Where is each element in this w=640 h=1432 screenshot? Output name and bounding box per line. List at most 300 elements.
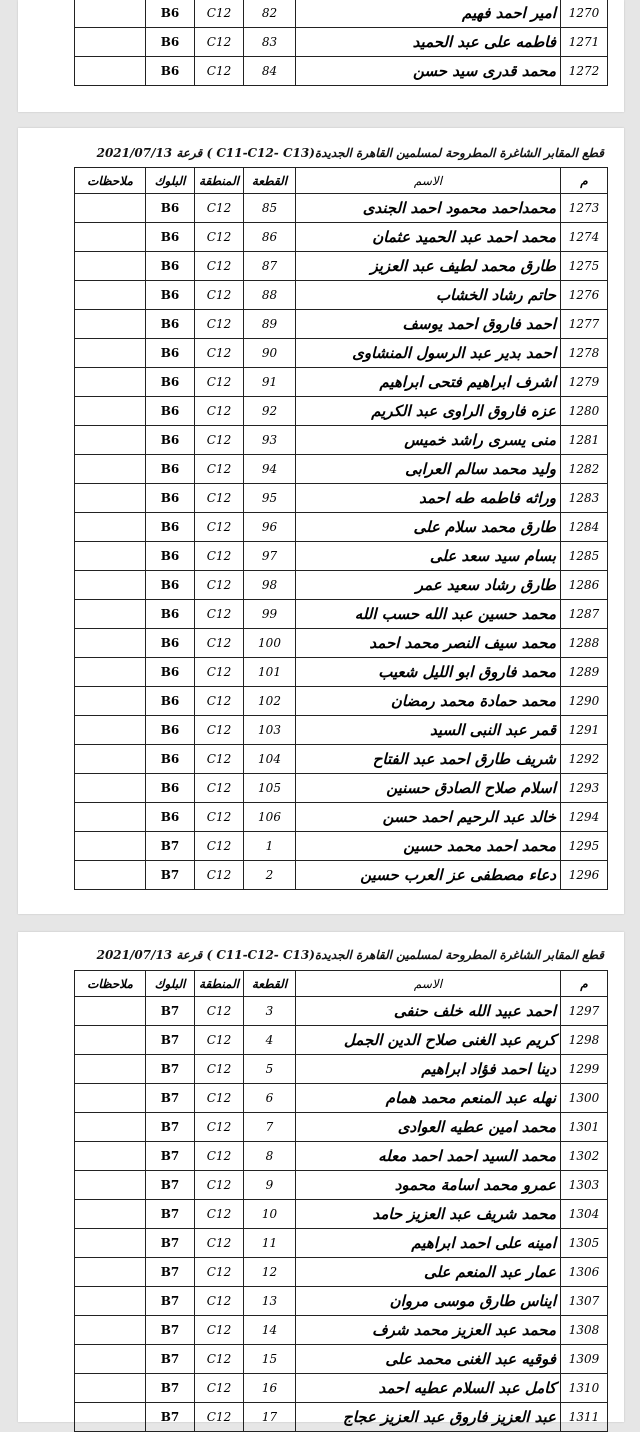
row-notes — [75, 542, 146, 571]
table-row — [75, 513, 608, 542]
table-row — [75, 745, 608, 774]
row-area: C12 — [195, 57, 244, 86]
row-plot: 89 — [244, 310, 296, 339]
table-row — [75, 571, 608, 600]
row-plot: 13 — [244, 1287, 296, 1316]
row-area: C12 — [195, 1026, 244, 1055]
row-number: 1291 — [561, 716, 608, 745]
table-row — [75, 455, 608, 484]
table-row — [75, 861, 608, 890]
row-block: B6 — [146, 28, 195, 57]
row-block: B6 — [146, 194, 195, 223]
row-area: C12 — [195, 542, 244, 571]
table-header-row — [75, 168, 608, 194]
table-row — [75, 28, 608, 57]
row-area: C12 — [195, 368, 244, 397]
table-row — [75, 1258, 608, 1287]
row-number: 1295 — [561, 832, 608, 861]
row-number: 1274 — [561, 223, 608, 252]
row-name: محمداحمد محمود احمد الجندى — [296, 194, 561, 223]
row-area: C12 — [195, 997, 244, 1026]
row-area: C12 — [195, 281, 244, 310]
row-notes — [75, 1142, 146, 1171]
row-area: C12 — [195, 1084, 244, 1113]
row-block: B6 — [146, 484, 195, 513]
table-row — [75, 832, 608, 861]
row-number: 1270 — [561, 0, 608, 28]
row-number: 1275 — [561, 252, 608, 281]
row-plot: 17 — [244, 1403, 296, 1432]
row-notes — [75, 1200, 146, 1229]
row-name: محمد احمد عبد الحميد عثمان — [296, 223, 561, 252]
row-name: طارق رشاد سعيد عمر — [296, 571, 561, 600]
row-block: B7 — [146, 1316, 195, 1345]
row-plot: 14 — [244, 1316, 296, 1345]
row-number: 1306 — [561, 1258, 608, 1287]
row-block: B6 — [146, 426, 195, 455]
row-plot: 105 — [244, 774, 296, 803]
table-row — [75, 1113, 608, 1142]
row-block: B6 — [146, 310, 195, 339]
header-name: الاسم — [296, 971, 561, 997]
row-name: عمرو محمد اسامة محمود — [296, 1171, 561, 1200]
row-name: احمد عبيد الله خلف حنفى — [296, 997, 561, 1026]
row-block: B6 — [146, 774, 195, 803]
row-area: C12 — [195, 861, 244, 890]
row-plot: 83 — [244, 28, 296, 57]
table-row — [75, 281, 608, 310]
row-notes — [75, 1316, 146, 1345]
row-plot: 98 — [244, 571, 296, 600]
row-plot: 8 — [244, 1142, 296, 1171]
row-name: محمد قدرى سيد حسن — [296, 57, 561, 86]
row-notes — [75, 368, 146, 397]
table-row — [75, 542, 608, 571]
row-notes — [75, 861, 146, 890]
row-name: وراثه فاطمه طه احمد — [296, 484, 561, 513]
row-notes — [75, 0, 146, 28]
row-area: C12 — [195, 629, 244, 658]
row-number: 1307 — [561, 1287, 608, 1316]
document-page-1 — [18, 0, 624, 112]
row-area: C12 — [195, 774, 244, 803]
row-plot: 15 — [244, 1345, 296, 1374]
table-row — [75, 223, 608, 252]
row-plot: 92 — [244, 397, 296, 426]
row-number: 1283 — [561, 484, 608, 513]
table-row — [75, 629, 608, 658]
row-area: C12 — [195, 832, 244, 861]
row-notes — [75, 28, 146, 57]
header-block: البلوك — [146, 971, 195, 997]
row-notes — [75, 997, 146, 1026]
page-caption: قطع المقابر الشاغرة المطروحة لمسلمين القاهرة الجديدة(C11-C12- C13 ) قرعة 2021/07/13 — [96, 146, 604, 160]
row-area: C12 — [195, 803, 244, 832]
row-name: فوقيه عبد الغنى محمد على — [296, 1345, 561, 1374]
row-area: C12 — [195, 455, 244, 484]
table-row — [75, 484, 608, 513]
table-row — [75, 1403, 608, 1432]
row-name: وليد محمد سالم العرابى — [296, 455, 561, 484]
table-row — [75, 426, 608, 455]
row-number: 1302 — [561, 1142, 608, 1171]
row-notes — [75, 1026, 146, 1055]
document-page-2 — [18, 128, 624, 914]
table-row — [75, 1200, 608, 1229]
row-notes — [75, 687, 146, 716]
row-area: C12 — [195, 687, 244, 716]
table-row — [75, 1026, 608, 1055]
row-number: 1308 — [561, 1316, 608, 1345]
row-area: C12 — [195, 716, 244, 745]
row-plot: 90 — [244, 339, 296, 368]
row-number: 1311 — [561, 1403, 608, 1432]
row-block: B7 — [146, 1374, 195, 1403]
row-name: عبد العزيز فاروق عبد العزيز عجاج — [296, 1403, 561, 1432]
row-number: 1300 — [561, 1084, 608, 1113]
row-notes — [75, 1403, 146, 1432]
row-name: عمار عبد المنعم على — [296, 1258, 561, 1287]
row-notes — [75, 1113, 146, 1142]
header-name: الاسم — [296, 168, 561, 194]
table-row — [75, 0, 608, 28]
row-notes — [75, 1171, 146, 1200]
row-plot: 1 — [244, 832, 296, 861]
row-block: B6 — [146, 687, 195, 716]
header-area: المنطقة — [195, 971, 244, 997]
row-block: B6 — [146, 658, 195, 687]
row-plot: 82 — [244, 0, 296, 28]
row-number: 1296 — [561, 861, 608, 890]
row-number: 1277 — [561, 310, 608, 339]
row-name: محمد امين عطيه العوادى — [296, 1113, 561, 1142]
row-plot: 97 — [244, 542, 296, 571]
row-name: دينا احمد فؤاد ابراهيم — [296, 1055, 561, 1084]
row-plot: 16 — [244, 1374, 296, 1403]
row-name: ايناس طارق موسى مروان — [296, 1287, 561, 1316]
row-area: C12 — [195, 484, 244, 513]
header-notes: ملاحظات — [75, 168, 146, 194]
row-notes — [75, 1055, 146, 1084]
row-block: B6 — [146, 0, 195, 28]
row-block: B7 — [146, 1345, 195, 1374]
table-row — [75, 57, 608, 86]
row-block: B6 — [146, 745, 195, 774]
row-area: C12 — [195, 1287, 244, 1316]
row-notes — [75, 223, 146, 252]
row-notes — [75, 397, 146, 426]
row-notes — [75, 1084, 146, 1113]
row-notes — [75, 600, 146, 629]
row-area: C12 — [195, 1200, 244, 1229]
row-block: B6 — [146, 57, 195, 86]
row-name: دعاء مصطفى عز العرب حسين — [296, 861, 561, 890]
table-row — [75, 1316, 608, 1345]
row-number: 1293 — [561, 774, 608, 803]
row-area: C12 — [195, 194, 244, 223]
row-block: B7 — [146, 1171, 195, 1200]
row-block: B6 — [146, 542, 195, 571]
row-number: 1297 — [561, 997, 608, 1026]
row-block: B7 — [146, 1200, 195, 1229]
table-row — [75, 310, 608, 339]
row-plot: 85 — [244, 194, 296, 223]
table-row — [75, 1287, 608, 1316]
table-row — [75, 397, 608, 426]
row-notes — [75, 426, 146, 455]
row-block: B7 — [146, 1113, 195, 1142]
row-notes — [75, 745, 146, 774]
header-plot: القطعة — [244, 971, 296, 997]
row-plot: 86 — [244, 223, 296, 252]
row-plot: 100 — [244, 629, 296, 658]
row-plot: 99 — [244, 600, 296, 629]
row-notes — [75, 310, 146, 339]
row-plot: 95 — [244, 484, 296, 513]
header-area: المنطقة — [195, 168, 244, 194]
document-page-3 — [18, 932, 624, 1426]
row-block: B7 — [146, 1142, 195, 1171]
row-name: امينه على احمد ابراهيم — [296, 1229, 561, 1258]
row-notes — [75, 194, 146, 223]
row-block: B7 — [146, 1229, 195, 1258]
row-plot: 88 — [244, 281, 296, 310]
row-name: اسلام صلاح الصادق حسنين — [296, 774, 561, 803]
row-number: 1279 — [561, 368, 608, 397]
row-plot: 6 — [244, 1084, 296, 1113]
row-name: احمد بدير عبد الرسول المنشاوى — [296, 339, 561, 368]
row-plot: 4 — [244, 1026, 296, 1055]
row-number: 1305 — [561, 1229, 608, 1258]
row-block: B6 — [146, 600, 195, 629]
row-notes — [75, 832, 146, 861]
row-plot: 104 — [244, 745, 296, 774]
row-name: فاطمه على عبد الحميد — [296, 28, 561, 57]
row-name: محمد حمادة محمد رمضان — [296, 687, 561, 716]
table-row — [75, 997, 608, 1026]
row-block: B6 — [146, 368, 195, 397]
row-plot: 3 — [244, 997, 296, 1026]
row-block: B7 — [146, 832, 195, 861]
row-name: عزه فاروق الراوى عبد الكريم — [296, 397, 561, 426]
row-number: 1284 — [561, 513, 608, 542]
row-plot: 96 — [244, 513, 296, 542]
burial-plots-table-1 — [74, 0, 608, 86]
row-block: B7 — [146, 1026, 195, 1055]
table-row — [75, 774, 608, 803]
row-notes — [75, 281, 146, 310]
row-number: 1294 — [561, 803, 608, 832]
table-row — [75, 716, 608, 745]
row-area: C12 — [195, 339, 244, 368]
row-block: B6 — [146, 252, 195, 281]
row-name: محمد شريف عبد العزيز حامد — [296, 1200, 561, 1229]
row-number: 1299 — [561, 1055, 608, 1084]
table-row — [75, 1084, 608, 1113]
table-row — [75, 1171, 608, 1200]
row-plot: 106 — [244, 803, 296, 832]
row-number: 1286 — [561, 571, 608, 600]
row-area: C12 — [195, 310, 244, 339]
row-area: C12 — [195, 513, 244, 542]
header-num: م — [561, 971, 608, 997]
row-name: امير احمد فهيم — [296, 0, 561, 28]
row-number: 1281 — [561, 426, 608, 455]
row-plot: 9 — [244, 1171, 296, 1200]
row-notes — [75, 803, 146, 832]
row-name: محمد حسين عبد الله حسب الله — [296, 600, 561, 629]
header-block: البلوك — [146, 168, 195, 194]
row-block: B6 — [146, 716, 195, 745]
row-plot: 93 — [244, 426, 296, 455]
row-block: B6 — [146, 513, 195, 542]
row-notes — [75, 339, 146, 368]
row-name: حاتم رشاد الخشاب — [296, 281, 561, 310]
row-notes — [75, 1374, 146, 1403]
row-block: B7 — [146, 861, 195, 890]
row-notes — [75, 774, 146, 803]
row-plot: 11 — [244, 1229, 296, 1258]
table-row — [75, 687, 608, 716]
row-name: محمد فاروق ابو الليل شعيب — [296, 658, 561, 687]
row-number: 1304 — [561, 1200, 608, 1229]
row-name: شريف طارق احمد عبد الفتاح — [296, 745, 561, 774]
row-plot: 102 — [244, 687, 296, 716]
row-block: B7 — [146, 1084, 195, 1113]
row-plot: 94 — [244, 455, 296, 484]
row-number: 1271 — [561, 28, 608, 57]
table-row — [75, 339, 608, 368]
row-notes — [75, 57, 146, 86]
row-name: بسام سيد سعد على — [296, 542, 561, 571]
row-area: C12 — [195, 1171, 244, 1200]
table-row — [75, 658, 608, 687]
row-name: محمد احمد محمد حسين — [296, 832, 561, 861]
row-notes — [75, 1229, 146, 1258]
row-number: 1301 — [561, 1113, 608, 1142]
row-notes — [75, 484, 146, 513]
row-name: خالد عبد الرحيم احمد حسن — [296, 803, 561, 832]
table-row — [75, 368, 608, 397]
row-area: C12 — [195, 397, 244, 426]
table-header-row — [75, 971, 608, 997]
row-area: C12 — [195, 1345, 244, 1374]
page-caption: قطع المقابر الشاغرة المطروحة لمسلمين القاهرة الجديدة(C11-C12- C13 ) قرعة 2021/07/13 — [96, 948, 604, 962]
row-area: C12 — [195, 600, 244, 629]
table-row — [75, 1229, 608, 1258]
table-row — [75, 600, 608, 629]
burial-plots-table-2 — [74, 167, 608, 890]
row-plot: 2 — [244, 861, 296, 890]
row-plot: 101 — [244, 658, 296, 687]
row-number: 1289 — [561, 658, 608, 687]
row-notes — [75, 571, 146, 600]
row-plot: 7 — [244, 1113, 296, 1142]
row-number: 1278 — [561, 339, 608, 368]
row-area: C12 — [195, 658, 244, 687]
row-area: C12 — [195, 571, 244, 600]
table-row — [75, 803, 608, 832]
row-plot: 12 — [244, 1258, 296, 1287]
row-block: B7 — [146, 1287, 195, 1316]
row-notes — [75, 1258, 146, 1287]
row-plot: 84 — [244, 57, 296, 86]
row-number: 1282 — [561, 455, 608, 484]
row-number: 1276 — [561, 281, 608, 310]
row-block: B6 — [146, 629, 195, 658]
row-name: كريم عبد الغنى صلاح الدين الجمل — [296, 1026, 561, 1055]
row-number: 1273 — [561, 194, 608, 223]
row-plot: 10 — [244, 1200, 296, 1229]
row-name: محمد السيد احمد احمد معله — [296, 1142, 561, 1171]
row-block: B6 — [146, 281, 195, 310]
row-block: B6 — [146, 397, 195, 426]
row-number: 1287 — [561, 600, 608, 629]
row-area: C12 — [195, 1055, 244, 1084]
header-num: م — [561, 168, 608, 194]
row-name: كامل عبد السلام عطيه احمد — [296, 1374, 561, 1403]
row-area: C12 — [195, 1113, 244, 1142]
row-number: 1272 — [561, 57, 608, 86]
row-block: B6 — [146, 455, 195, 484]
table-row — [75, 1055, 608, 1084]
row-area: C12 — [195, 0, 244, 28]
row-notes — [75, 513, 146, 542]
row-block: B7 — [146, 997, 195, 1026]
row-number: 1309 — [561, 1345, 608, 1374]
table-row — [75, 194, 608, 223]
row-block: B6 — [146, 339, 195, 368]
row-area: C12 — [195, 745, 244, 774]
row-number: 1280 — [561, 397, 608, 426]
row-name: نهله عبد المنعم محمد همام — [296, 1084, 561, 1113]
row-area: C12 — [195, 252, 244, 281]
row-name: قمر عبد النبى السيد — [296, 716, 561, 745]
row-notes — [75, 1287, 146, 1316]
table-row — [75, 252, 608, 281]
row-area: C12 — [195, 426, 244, 455]
table-row — [75, 1345, 608, 1374]
row-notes — [75, 252, 146, 281]
table-row — [75, 1374, 608, 1403]
header-notes: ملاحظات — [75, 971, 146, 997]
row-plot: 87 — [244, 252, 296, 281]
row-block: B7 — [146, 1258, 195, 1287]
row-name: محمد عبد العزيز محمد شرف — [296, 1316, 561, 1345]
row-area: C12 — [195, 1374, 244, 1403]
row-area: C12 — [195, 1229, 244, 1258]
row-plot: 5 — [244, 1055, 296, 1084]
row-notes — [75, 1345, 146, 1374]
row-number: 1290 — [561, 687, 608, 716]
table-row — [75, 1142, 608, 1171]
row-number: 1303 — [561, 1171, 608, 1200]
header-plot: القطعة — [244, 168, 296, 194]
row-area: C12 — [195, 223, 244, 252]
row-notes — [75, 455, 146, 484]
row-number: 1288 — [561, 629, 608, 658]
row-name: احمد فاروق احمد يوسف — [296, 310, 561, 339]
row-number: 1292 — [561, 745, 608, 774]
row-plot: 103 — [244, 716, 296, 745]
row-block: B6 — [146, 223, 195, 252]
row-notes — [75, 658, 146, 687]
row-block: B7 — [146, 1403, 195, 1432]
burial-plots-table-3 — [74, 970, 608, 1432]
row-area: C12 — [195, 1258, 244, 1287]
row-number: 1310 — [561, 1374, 608, 1403]
row-area: C12 — [195, 28, 244, 57]
